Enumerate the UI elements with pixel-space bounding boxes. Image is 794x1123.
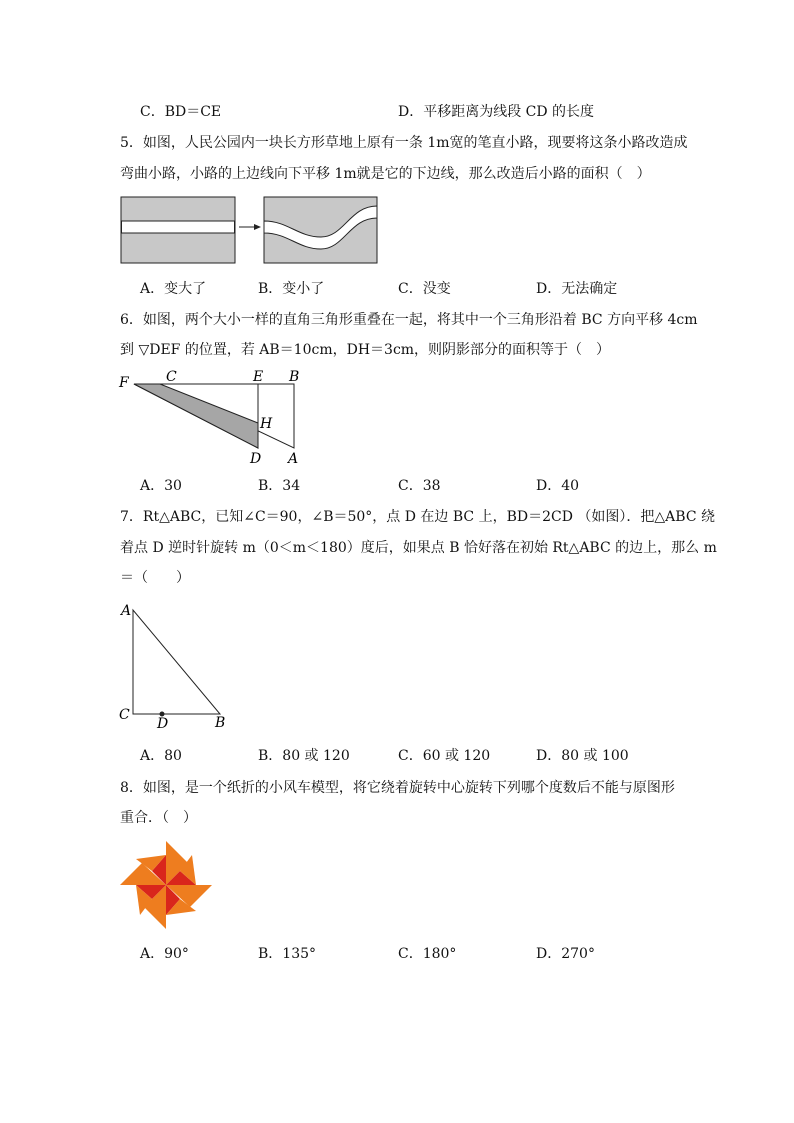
q8-option-c: C．180° <box>398 946 457 962</box>
q6-option-d: D．40 <box>536 478 580 494</box>
q7-figure <box>114 598 244 732</box>
pinwheel-figure <box>118 838 216 934</box>
q5-figure <box>118 194 380 268</box>
q8-option-b: B．135° <box>258 946 317 962</box>
q5-text-line1: 5．如图，人民公园内一块长方形草地上原有一条 1m宽的笔直小路，现要将这条小路改造成 <box>120 135 688 151</box>
q4-option-d: D．平移距离为线段 CD 的长度 <box>398 104 595 120</box>
label-b: B <box>215 715 226 731</box>
q5-text-line2: 弯曲小路，小路的上边线向下平移 1m就是它的下边线，那么改造后小路的面积（ ） <box>120 166 651 182</box>
q7-option-c: C．60 或 120 <box>398 748 491 764</box>
label-h: H <box>260 416 273 432</box>
q8-text-line1: 8．如图，是一个纸折的小风车模型，将它绕着旋转中心旋转下列哪个度数后不能与原图形 <box>120 780 675 796</box>
q5-option-b: B．变小了 <box>258 281 325 297</box>
curved-path-field <box>264 197 377 263</box>
q7-text-line1: 7．Rt△ABC，已知∠C＝90，∠B＝50°，点 D 在边 BC 上，BD＝2CD （如图）．把△ABC 绕 <box>120 509 715 525</box>
label-a: A <box>121 603 132 619</box>
label-d: D <box>157 716 169 732</box>
q7-option-b: B．80 或 120 <box>258 748 350 764</box>
q7-text-line2: 着点 D 逆时针旋转 m（0＜m＜180）度后，如果点 B 恰好落在初始 Rt△ABC 的边上，那么 m <box>120 540 717 556</box>
q6-option-b: B．34 <box>258 478 301 494</box>
label-f: F <box>119 375 129 391</box>
q6-text-line2: 到 ▽DEF 的位置，若 AB＝10cm，DH＝3cm，则阴影部分的面积等于（ ） <box>120 342 611 358</box>
label-a: A <box>288 451 299 467</box>
label-e: E <box>253 369 264 385</box>
q8-option-a: A．90° <box>140 946 189 962</box>
q8-text-line2: 重合．（ ） <box>120 810 197 826</box>
label-c: C <box>166 369 177 385</box>
q7-text-line3: ＝（ ） <box>120 570 190 586</box>
label-d: D <box>250 451 262 467</box>
q5-option-a: A．变大了 <box>140 281 207 297</box>
q6-text-line1: 6．如图，两个大小一样的直角三角形重叠在一起，将其中一个三角形沿着 BC 方向平移 4cm <box>120 312 698 328</box>
q7-option-d: D．80 或 100 <box>536 748 629 764</box>
q5-option-d: D．无法确定 <box>536 281 618 297</box>
arrow-icon <box>239 224 261 230</box>
q6-option-c: C．38 <box>398 478 441 494</box>
q6-figure <box>114 366 314 468</box>
label-c: C <box>119 707 130 723</box>
q7-option-a: A．80 <box>140 748 182 764</box>
label-b: B <box>289 369 300 385</box>
q6-option-a: A．30 <box>140 478 182 494</box>
q4-option-c: C．BD＝CE <box>140 104 222 120</box>
q5-option-c: C．没变 <box>398 281 451 297</box>
q8-option-d: D．270° <box>536 946 595 962</box>
triangle-abc-rt <box>133 610 220 714</box>
shaded-region <box>134 384 258 448</box>
straight-path-field <box>121 197 235 263</box>
